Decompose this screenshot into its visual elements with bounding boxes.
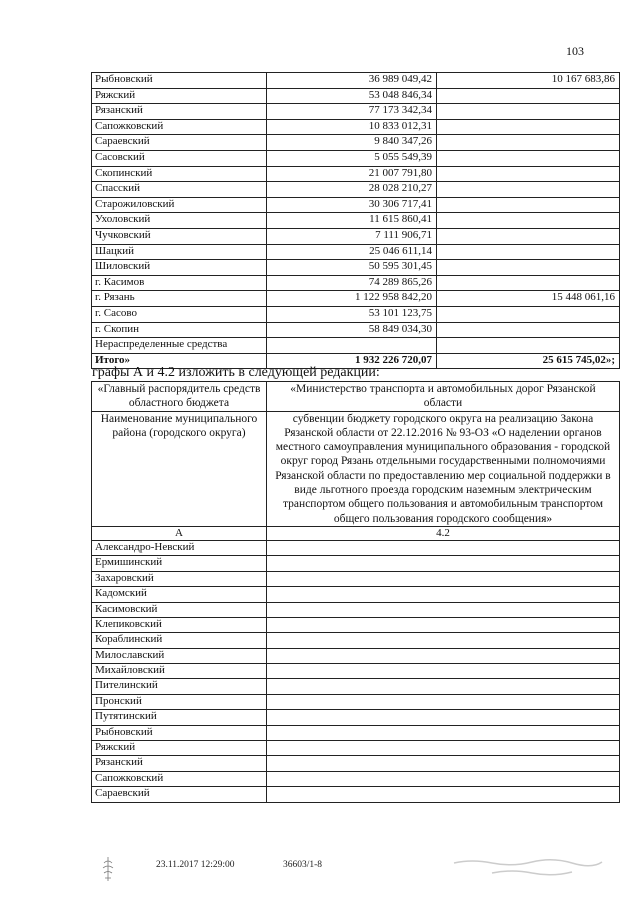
table-row — [92, 710, 620, 725]
amount-transport — [437, 166, 620, 182]
amount-cell — [267, 710, 620, 725]
table-row — [92, 602, 620, 617]
allocation-table — [91, 72, 620, 369]
municipality-name: Кораблинский — [92, 633, 267, 648]
amount-transport — [437, 338, 620, 354]
amount-cell — [267, 664, 620, 679]
page-number: 103 — [566, 44, 584, 58]
table-row — [92, 664, 620, 679]
municipality-name: Михайловский — [92, 664, 267, 679]
intro-text: графы А и 4.2 изложить в следующей редакции: — [92, 365, 380, 380]
amount-cell — [267, 756, 620, 771]
table-row — [92, 182, 620, 198]
amount-total: 30 306 717,41 — [267, 197, 437, 213]
header-administrator-label: «Главный распорядитель средств областного бюджета — [92, 382, 267, 412]
amount-total — [267, 338, 437, 354]
municipality-name: г. Скопин — [92, 322, 267, 338]
municipality-name: Александро-Невский — [92, 540, 267, 555]
table-row — [92, 617, 620, 632]
amount-total: 53 048 846,34 — [267, 88, 437, 104]
amount-cell — [267, 617, 620, 632]
table-row — [92, 322, 620, 338]
amount-cell — [267, 587, 620, 602]
amount-transport — [437, 275, 620, 291]
amount-total: 21 007 791,80 — [267, 166, 437, 182]
total-transport-amount: 25 615 745,02»; — [437, 353, 620, 369]
amount-total: 9 840 347,26 — [267, 135, 437, 151]
amount-cell — [267, 787, 620, 802]
table-row — [92, 197, 620, 213]
amount-total: 50 595 301,45 — [267, 260, 437, 276]
footer-datetime: 23.11.2017 12:29:00 — [156, 860, 235, 870]
municipality-name: Милославский — [92, 648, 267, 663]
amount-total: 58 849 034,30 — [267, 322, 437, 338]
table-row — [92, 571, 620, 586]
table-row — [92, 244, 620, 260]
municipality-name: Шиловский — [92, 260, 267, 276]
municipality-name: Рыбновский — [92, 725, 267, 740]
faint-signature-mark — [452, 857, 604, 879]
amount-total: 74 289 865,26 — [267, 275, 437, 291]
municipality-name: Сараевский — [92, 135, 267, 151]
municipality-name: Пителинский — [92, 679, 267, 694]
municipality-name: Шацкий — [92, 244, 267, 260]
amount-cell — [267, 694, 620, 709]
table-row — [92, 648, 620, 663]
municipality-name: Рязанский — [92, 756, 267, 771]
municipality-name: г. Сасово — [92, 306, 267, 322]
header-subvention-description: субвенции бюджету городского округа на реализацию Закона Рязанской области от 22.12.2016 № 93-ОЗ «О наделении органов местного самоуправления муниципального образования - городской округ город Рязань отдельными государственными полномочиями Рязанской области по предоставлению мер социальной поддержки в виде льготного проезда городским наземным электрическим транспортом общего пользования и автомобильным транспортом общего пользования городского сообщения» — [267, 411, 620, 526]
table-row — [92, 88, 620, 104]
amount-total: 7 111 906,71 — [267, 228, 437, 244]
amount-cell — [267, 633, 620, 648]
revised-columns-table — [91, 381, 620, 803]
amount-total: 10 833 012,31 — [267, 119, 437, 135]
amount-transport — [437, 197, 620, 213]
table-row — [92, 756, 620, 771]
amount-cell — [267, 540, 620, 555]
amount-transport: 10 167 683,86 — [437, 73, 620, 89]
amount-cell — [267, 741, 620, 756]
table-row — [92, 306, 620, 322]
total-amount: 1 932 226 720,07 — [267, 353, 437, 369]
amount-total: 77 173 342,34 — [267, 104, 437, 120]
table-row — [92, 228, 620, 244]
table-row — [92, 694, 620, 709]
amount-transport — [437, 244, 620, 260]
table-row — [92, 291, 620, 307]
table-row — [92, 540, 620, 555]
municipality-name: Путятинский — [92, 710, 267, 725]
municipality-name: Сапожковский — [92, 771, 267, 786]
amount-transport — [437, 228, 620, 244]
amount-total: 25 046 611,14 — [267, 244, 437, 260]
amount-total: 28 028 210,27 — [267, 182, 437, 198]
amount-transport — [437, 119, 620, 135]
table-row — [92, 166, 620, 182]
amount-cell — [267, 556, 620, 571]
total-label: Итого» — [92, 353, 267, 369]
table-row — [92, 556, 620, 571]
municipality-name: Захаровский — [92, 571, 267, 586]
table-row — [92, 275, 620, 291]
municipality-name: Скопинский — [92, 166, 267, 182]
amount-transport — [437, 150, 620, 166]
table-row — [92, 338, 620, 354]
table-row — [92, 771, 620, 786]
column-code-4-2: 4.2 — [267, 526, 620, 540]
municipality-name: Сапожковский — [92, 119, 267, 135]
header-row-2 — [92, 411, 620, 526]
table-row — [92, 73, 620, 89]
header-ministry-name: «Министерство транспорта и автомобильных дорог Рязанской области — [267, 382, 620, 412]
table-row — [92, 150, 620, 166]
table-row — [92, 119, 620, 135]
amount-transport — [437, 306, 620, 322]
amount-cell — [267, 679, 620, 694]
table-row — [92, 587, 620, 602]
amount-total: 53 101 123,75 — [267, 306, 437, 322]
amount-transport: 15 448 061,16 — [437, 291, 620, 307]
table-row — [92, 725, 620, 740]
municipality-name: Ряжский — [92, 741, 267, 756]
municipality-name: Касимовский — [92, 602, 267, 617]
municipality-name: Пронский — [92, 694, 267, 709]
amount-cell — [267, 771, 620, 786]
municipality-name: г. Касимов — [92, 275, 267, 291]
municipality-name: Нераспределенные средства — [92, 338, 267, 354]
amount-transport — [437, 260, 620, 276]
table-row — [92, 741, 620, 756]
municipality-name: Сасовский — [92, 150, 267, 166]
table-row — [92, 679, 620, 694]
table-row — [92, 135, 620, 151]
municipality-name: Спасский — [92, 182, 267, 198]
table-row — [92, 213, 620, 229]
column-code-row — [92, 526, 620, 540]
table-row — [92, 104, 620, 120]
amount-total: 5 055 549,39 — [267, 150, 437, 166]
amount-total: 11 615 860,41 — [267, 213, 437, 229]
amount-transport — [437, 104, 620, 120]
amount-total: 1 122 958 842,20 — [267, 291, 437, 307]
header-municipality-label: Наименование муниципального района (городского округа) — [92, 411, 267, 526]
municipality-name: Сараевский — [92, 787, 267, 802]
column-code-a: А — [92, 526, 267, 540]
amount-transport — [437, 135, 620, 151]
municipality-name: Ухоловский — [92, 213, 267, 229]
municipality-name: Рыбновский — [92, 73, 267, 89]
table-row — [92, 633, 620, 648]
amount-transport — [437, 213, 620, 229]
emblem-icon — [101, 856, 115, 882]
municipality-name: Рязанский — [92, 104, 267, 120]
amount-transport — [437, 88, 620, 104]
municipality-name: Чучковский — [92, 228, 267, 244]
table-row — [92, 260, 620, 276]
municipality-name: Ряжский — [92, 88, 267, 104]
header-row-1 — [92, 382, 620, 412]
amount-cell — [267, 571, 620, 586]
amount-cell — [267, 602, 620, 617]
municipality-name: Клепиковский — [92, 617, 267, 632]
table-row — [92, 787, 620, 802]
amount-cell — [267, 725, 620, 740]
municipality-name: Старожиловский — [92, 197, 267, 213]
amount-transport — [437, 322, 620, 338]
amount-total: 36 989 049,42 — [267, 73, 437, 89]
municipality-name: Кадомский — [92, 587, 267, 602]
municipality-name: г. Рязань — [92, 291, 267, 307]
amount-cell — [267, 648, 620, 663]
amount-transport — [437, 182, 620, 198]
municipality-name: Ермишинский — [92, 556, 267, 571]
footer-document-id: 36603/1-8 — [283, 860, 323, 870]
